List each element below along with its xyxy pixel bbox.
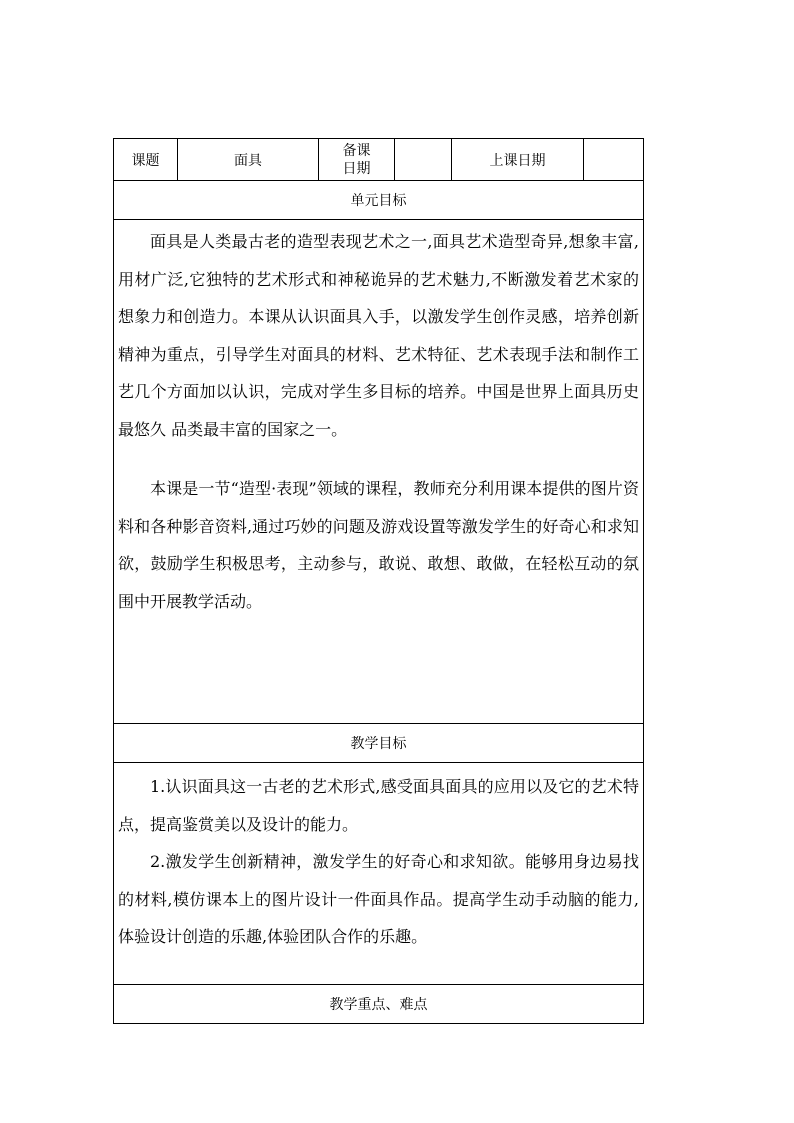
topic-label: 课题 — [114, 139, 178, 181]
prep-date-label — [319, 139, 395, 181]
key-points-title: 教学重点、难点 — [114, 985, 644, 1024]
unit-goals-title-row — [114, 181, 644, 220]
key-points-title-row — [114, 985, 644, 1024]
prep-date-label-line2: 日期 — [342, 160, 371, 177]
topic-value: 面具 — [178, 139, 319, 181]
paragraph-gap — [118, 448, 639, 470]
unit-goals-title: 单元目标 — [114, 181, 644, 220]
class-date-label: 上课日期 — [452, 139, 584, 181]
class-date-value — [584, 139, 644, 181]
unit-goals-body-row — [114, 220, 644, 724]
unit-goals-paragraph: 面具是人类最古老的造型表现艺术之一,面具艺术造型奇异,想象丰富,用材广泛,它独特的艺术形式和神秘诡异的艺术魅力,不断激发着艺术家的想象力和创造力。本课从认识面具入手，以激发学生创作灵感，培养创新精神为重点，引导学生对面具的材料、艺术特征、艺术表现手法和制作工艺几个方面加以认识，完成对学生多目标的培养。中国是世界上面具历史最悠久 品类最丰富的国家之一。 — [118, 232, 639, 439]
teaching-goals-body-row — [114, 763, 644, 985]
unit-goals-body — [114, 220, 644, 724]
prep-date-label-line1: 备课 — [342, 142, 371, 159]
header-row — [114, 139, 644, 181]
teaching-goals-title: 教学目标 — [114, 724, 644, 763]
teaching-goal-item: 2.激发学生创新精神，激发学生的好奇心和求知欲。能够用身边易找的材料,模仿课本上的图片设计一件面具作品。提高学生动手动脑的能力,体验设计创造的乐趣,体验团队合作的乐趣。 — [118, 852, 639, 946]
teaching-goals-title-row — [114, 724, 644, 763]
teaching-goal-item: 1.认识面具这一古老的艺术形式,感受面具面具的应用以及它的艺术特点，提高鉴赏美以及设计的能力。 — [118, 777, 639, 834]
lesson-plan-table — [113, 138, 644, 1024]
teaching-goals-body — [114, 763, 644, 985]
unit-goals-paragraph: 本课是一节“造型·表现”领域的课程，教师充分利用课本提供的图片资料和各种影音资料,通过巧妙的问题及游戏设置等激发学生的好奇心和求知欲，鼓励学生积极思考，主动参与，敢说、敢想、敢做，在轻松互动的氛围中开展教学活动。 — [118, 479, 639, 611]
prep-date-value — [395, 139, 452, 181]
